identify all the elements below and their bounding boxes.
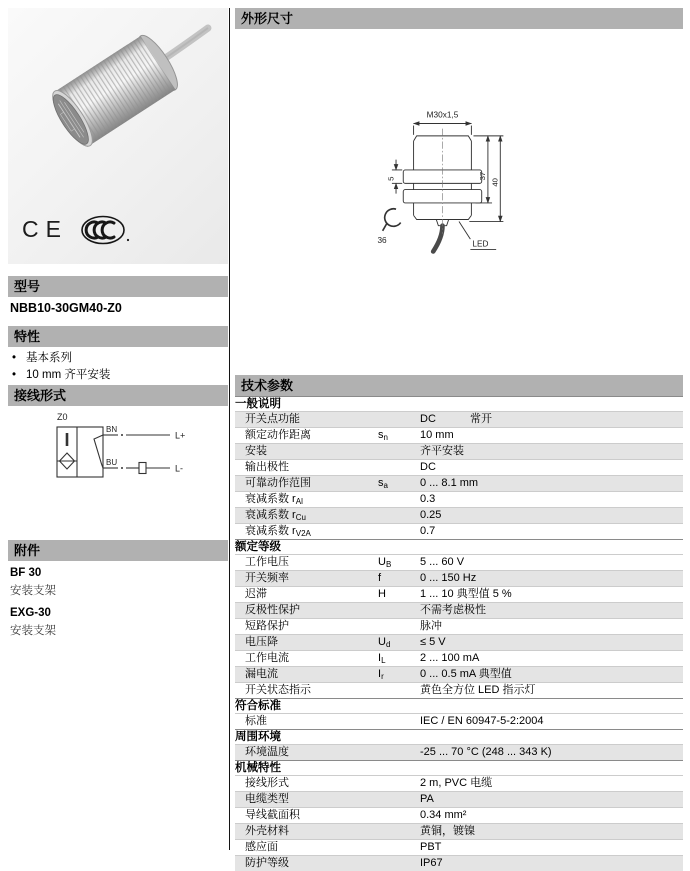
dim-40-label: 40: [490, 178, 500, 187]
tech-row: [235, 791, 683, 807]
param-value: -25 ... 70 °C (248 ... 343 K): [420, 746, 552, 758]
tech-row: [235, 427, 683, 443]
ccc-mark: [80, 214, 132, 248]
param-value: 0.3: [420, 493, 436, 505]
led-label: LED: [472, 239, 489, 249]
tech-row: [235, 507, 683, 523]
param-label: 防护等级: [245, 857, 289, 869]
param-value: IEC / EN 60947-5-2:2004: [420, 715, 544, 727]
tech-row: [235, 602, 683, 618]
param-label: 工作电流: [245, 652, 289, 664]
section-header-dimensions: 外形尺寸: [235, 8, 683, 29]
param-value: 0 ... 150 Hz: [420, 572, 477, 584]
feature-text: 基本系列: [26, 352, 72, 364]
bullet: •: [12, 352, 17, 364]
thread-dimension-label: M30x1,5: [426, 110, 459, 120]
tech-row: [235, 586, 683, 602]
tech-row: [235, 682, 683, 698]
param-value: 0 ... 0.5 mA 典型值: [420, 668, 512, 680]
param-value: 5 ... 60 V: [420, 556, 465, 568]
param-label: 输出极性: [245, 461, 289, 473]
accessories-list: [8, 563, 230, 646]
tech-row: [235, 475, 683, 491]
param-label: 外壳材料: [245, 825, 289, 837]
tech-row: [235, 491, 683, 507]
technical-data-table: [235, 396, 683, 871]
tech-section-title: 符合标准: [235, 698, 683, 713]
param-symbol: $s_a$: [378, 477, 388, 490]
feature-text: 10 mm 齐平安装: [26, 369, 111, 381]
param-symbol: $I_L$: [378, 652, 386, 665]
wiring-diagram: [8, 406, 228, 536]
param-value: DC: [420, 413, 436, 425]
section-header-technical-data: 技术参数: [235, 375, 683, 396]
param-label: 感应面: [245, 841, 278, 853]
tech-row: [235, 554, 683, 570]
param-symbol: f: [378, 572, 382, 584]
param-value: 0.34 mm²: [420, 809, 467, 821]
param-value: 1 ... 10 典型值 5 %: [420, 588, 512, 600]
param-label: 衰减系数 $r_{Al}$: [245, 493, 303, 506]
param-label: 电压降: [245, 636, 278, 648]
tech-row: [235, 823, 683, 839]
param-value: DC: [420, 461, 436, 473]
ce-mark: CE: [22, 216, 68, 242]
section-header-connection: 接线形式: [8, 385, 228, 406]
param-value: 齐平安装: [420, 445, 464, 457]
param-value: IP67: [420, 857, 443, 869]
param-symbol: H: [378, 588, 386, 600]
tech-row: [235, 411, 683, 427]
param-value: 0.7: [420, 525, 436, 537]
wire-label-bu: BU: [106, 458, 118, 467]
wire-label-bn: BN: [106, 425, 118, 434]
section-header-model: 型号: [8, 276, 228, 297]
param-label: 衰减系数 $r_{Cu}$: [245, 509, 306, 522]
param-label: 衰减系数 $r_{V2A}$: [245, 525, 311, 538]
bullet: •: [12, 369, 17, 381]
tech-row: [235, 807, 683, 823]
accessory-desc: 安装支架: [10, 585, 56, 597]
tech-row: [235, 775, 683, 791]
tech-row: [235, 443, 683, 459]
param-label: 安装: [245, 445, 267, 457]
cable-graphic: [433, 226, 442, 252]
tech-row: [235, 570, 683, 586]
column-divider: [229, 8, 230, 850]
accessory-name: EXG-30: [10, 607, 51, 619]
param-value: 不需考虑极性: [420, 604, 486, 616]
param-value: 0 ... 8.1 mm: [420, 477, 479, 489]
tech-row: [235, 459, 683, 475]
param-value-secondary: 常开: [470, 413, 492, 425]
param-label: 短路保护: [245, 620, 289, 632]
param-label: 额定动作距离: [245, 429, 311, 441]
param-label: 导线截面积: [245, 809, 300, 821]
param-label: 环境温度: [245, 746, 289, 758]
tech-row: [235, 666, 683, 682]
param-symbol: $I_r$: [378, 668, 384, 681]
sensor-photo-graphic: [8, 8, 228, 208]
tech-row: [235, 839, 683, 855]
tech-section-title: 机械特性: [235, 760, 683, 775]
accessory-name: BF 30: [10, 567, 42, 579]
param-label: 反极性保护: [245, 604, 300, 616]
tech-row: [235, 744, 683, 760]
param-symbol: $U_d$: [378, 636, 391, 649]
param-value: 黄铜，镀镍: [420, 825, 475, 837]
dim-37-label: 37: [477, 171, 487, 181]
feature-item: [8, 367, 228, 384]
product-photo: [8, 8, 228, 264]
tech-row: [235, 634, 683, 650]
feature-item: [8, 350, 228, 367]
param-label: 可靠动作范围: [245, 477, 311, 489]
param-label: 开关状态指示: [245, 684, 311, 696]
wiring-variant-label: Z0: [57, 412, 68, 422]
param-value: 脉冲: [420, 620, 442, 632]
param-symbol: $U_B$: [378, 556, 392, 569]
param-value: PA: [420, 793, 434, 805]
tech-section-title: 额定等级: [235, 539, 683, 554]
param-value: 2 m, PVC 电缆: [420, 777, 493, 789]
param-label: 开关频率: [245, 572, 289, 584]
tech-section-title: 一般说明: [235, 396, 683, 411]
param-value: 2 ... 100 mA: [420, 652, 480, 664]
param-label: 开关点功能: [245, 413, 300, 425]
param-label: 漏电流: [245, 668, 278, 680]
param-value: PBT: [420, 841, 442, 853]
accessory-desc: 安装支架: [10, 625, 56, 637]
param-value: 10 mm: [420, 429, 454, 441]
wrench-size-label: 36: [377, 236, 387, 246]
dim-5-label: 5: [386, 176, 396, 181]
dimension-drawing: [368, 108, 518, 268]
section-header-accessories: 附件: [8, 540, 228, 561]
param-value: ≤ 5 V: [420, 636, 446, 648]
param-label: 接线形式: [245, 777, 289, 789]
model-number: NBB10-30GM40-Z0: [10, 301, 122, 315]
tech-row: [235, 713, 683, 729]
tech-section-title: 周围环境: [235, 729, 683, 744]
tech-row: [235, 650, 683, 666]
tech-row: [235, 855, 683, 871]
param-label: 工作电压: [245, 556, 289, 568]
param-symbol: $s_n$: [378, 429, 388, 442]
terminal-label-plus: L+: [175, 430, 186, 441]
features-list: [8, 350, 228, 384]
terminal-label-minus: L-: [175, 463, 184, 474]
param-value: 0.25: [420, 509, 442, 521]
tech-row: [235, 618, 683, 634]
tech-row: [235, 523, 683, 539]
section-header-features: 特性: [8, 326, 228, 347]
param-label: 标准: [245, 715, 267, 727]
param-label: 电缆类型: [245, 793, 289, 805]
param-label: 迟滞: [245, 588, 267, 600]
param-value: 黄色全方位 LED 指示灯: [420, 684, 536, 696]
